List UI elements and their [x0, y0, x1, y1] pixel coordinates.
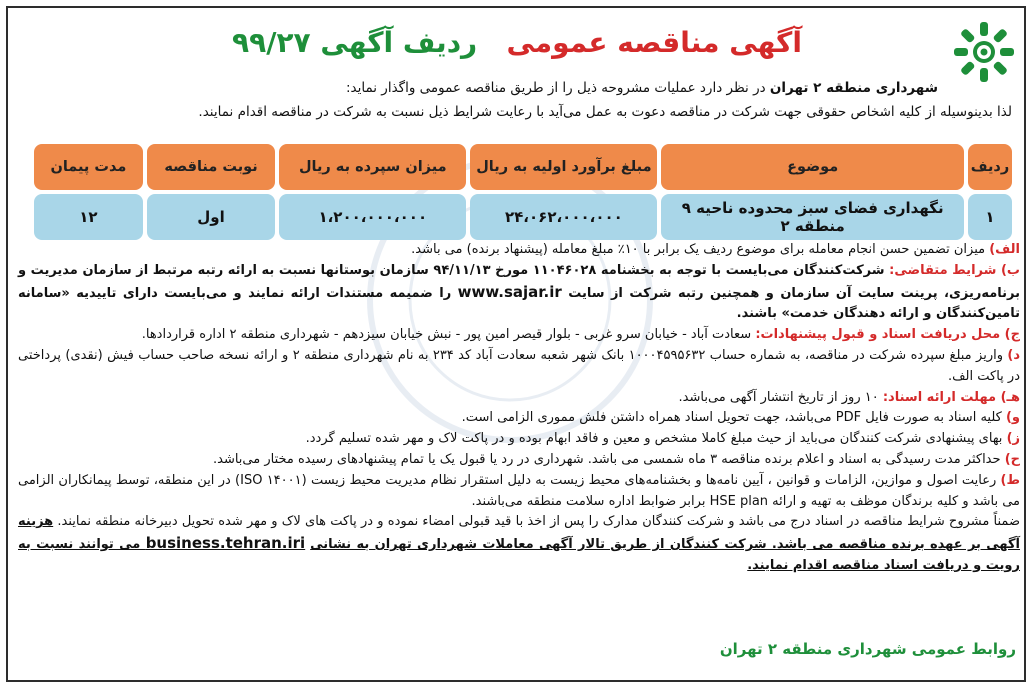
title-main: آگهی مناقصه عمومی: [506, 26, 802, 59]
clause-f-label: و): [1005, 410, 1020, 426]
clause-h-label: ح): [1004, 451, 1020, 467]
clause-g-label: ز): [1006, 431, 1020, 447]
intro-line-1-text: در نظر دارد عملیات مشروحه ذیل را از طریق مناقصه عمومی واگذار نماید:: [345, 80, 770, 96]
clause-i: [18, 471, 1020, 513]
clause-i-text: رعایت اصول و موازین، الزامات و قوانین ، آیین نامه‌ها و بخشنامه‌های محیط زیست به دلیل استقرار نظام مدیریت محیط زیست (ISO ۱۴۰۰۱) در این منطقه، توسط پیمانکاران الزامی می باشد و کلیه برندگان موظف به تهیه و ارائه HSE plan برابر ضوابط اداره سلامت منطقه می‌باشند.: [18, 472, 1020, 509]
intro-org: شهرداری منطقه ۲ تهران: [769, 80, 938, 96]
intro-line-1: [20, 80, 938, 96]
clause-g: [18, 429, 1020, 450]
clause-b-label: ب) شرایط متقاضی:: [889, 262, 1021, 278]
header-duration: مدت پیمان: [34, 144, 143, 190]
clause-d: [18, 346, 1020, 388]
clause-f: [18, 408, 1020, 429]
business-tehran-link[interactable]: business.tehran.iri: [145, 534, 306, 553]
clause-e: [18, 388, 1020, 409]
intro-line-2: لذا بدینوسیله از کلیه اشخاص حقوقی جهت شرکت در مناقصه دعوت به عمل می‌آید با رعایت شرایط ذیل نسبت به شرکت در مناقصه اقدام نمایند.: [198, 104, 1012, 120]
tender-table: [30, 140, 1016, 244]
header-row-number: ردیف: [968, 144, 1012, 190]
clause-b-text-1: شرکت‌کنندگان می‌بایست با توجه به بخشنامه ۱۱۰۴۶۰۲۸ مورخ ۹۴/۱۱/۱۳ سازمان بوستانها نسبت به ارائه رتبه مرتبط از سازمان مدیریت و برنامه‌ریزی، پرینت سایت آن سازمان و همچنین رتبه شرکت از سایت: [18, 262, 1020, 301]
clause-g-text: بهای پیشنهادی شرکت کنندگان می‌باید از حیث مبلغ کاملا مشخص و معین و فاقد ابهام بوده و در پاکت لاک و مهر شده تسلیم گردد.: [305, 431, 1007, 447]
header-round: نوبت مناقصه: [147, 144, 275, 190]
cell-deposit: ۱،۲۰۰،۰۰۰،۰۰۰: [279, 194, 466, 240]
clause-b-text-2: را ضمیمه مستندات ارائه نمایند و می‌بایست دارای تاییدیه «سامانه تامین‌کنندگان و ارائه دهندگان خدمت» باشند.: [18, 285, 1020, 322]
clause-d-label: د): [1007, 347, 1021, 363]
title-row-number: ردیف آگهی ۹۹/۲۷: [232, 26, 478, 59]
clause-final: [18, 512, 1020, 576]
clause-a-text: میزان تضمین حسن انجام معامله برای موضوع ردیف یک برابر با ۱۰٪ مبلغ معامله (پیشنهاد برنده) می باشد.: [411, 242, 990, 257]
clause-f-text: کلیه اسناد به صورت فایل PDF می‌باشد، جهت تحویل اسناد همراه داشتن فلش مموری الزامی است.: [461, 410, 1006, 426]
table-header-row: [34, 144, 1012, 190]
clause-c: [18, 325, 1020, 346]
final-text-2: می توانند نسبت به رویت و دریافت اسناد مناقصه اقدام نمایند.: [18, 537, 1020, 573]
clause-c-label: ج) محل دریافت اسناد و قبول پیشنهادات:: [755, 327, 1020, 343]
clause-e-text: ۱۰ روز از تاریخ انتشار آگهی می‌باشد.: [678, 389, 883, 405]
clause-d-text: واریز مبلغ سپرده شرکت در مناقصه، به شماره حساب ۱۰۰۰۴۵۹۵۶۳۲ بانک شهر شعبه سعادت آباد کد ۲۳۴ به نام شهرداری منطقه ۲ و ارائه نسخه صاحب حساب فیش (نقدی) پرداختی در پاکت الف.: [18, 347, 1020, 384]
clause-c-text: سعادت آباد - خیابان سرو غربی - بلوار قیصر امین پور - نبش خیابان سیزدهم - شهرداری منطقه ۲ اداره قراردادها.: [141, 327, 756, 343]
final-bold-text: هزینه آگهی بر عهده برنده مناقصه می باشد. شرکت کنندگان از طریق تالار آگهی معاملات شهرداری تهران به نشانی: [18, 514, 1020, 553]
clause-e-label: هـ) مهلت ارائه اسناد:: [882, 389, 1020, 405]
clause-i-label: ط): [1000, 472, 1020, 488]
header-subject: موضوع: [661, 144, 963, 190]
clauses-section: [18, 240, 1020, 577]
notice-title: [0, 26, 1034, 59]
cell-estimate: ۲۴،۰۶۲،۰۰۰،۰۰۰: [470, 194, 657, 240]
clause-h: [18, 450, 1020, 471]
sajar-link[interactable]: www.sajar.ir: [457, 282, 562, 301]
clause-a: [18, 240, 1020, 261]
cell-row-number: ۱: [968, 194, 1012, 240]
cell-duration: ۱۲: [34, 194, 143, 240]
cell-subject: نگهداری فضای سبز محدوده ناحیه ۹ منطقه ۲: [661, 194, 963, 240]
final-text-1: ضمناً مشروح شرایط مناقصه در اسناد درج می باشد و شرکت کنندگان مدارک را پس از اخذ با قید قبولی امضاء نموده و در پاکت های لاک و مهر شده تحویل دبیرخانه منطقه نمایند.: [53, 514, 1020, 530]
clause-h-text: حداکثر مدت رسیدگی به اسناد و اعلام برنده مناقصه ۳ ماه شمسی می باشد. شهرداری در رد یا قبول یک یا تمام پیشنهادهای رسیده مختار می‌باشد.: [212, 451, 1005, 467]
footer-public-relations: روابط عمومی شهرداری منطقه ۲ تهران: [719, 640, 1016, 658]
table-row: [34, 194, 1012, 240]
header-deposit: میزان سپرده به ریال: [279, 144, 466, 190]
clause-b: [18, 261, 1020, 325]
clause-a-label: الف): [989, 242, 1020, 257]
header-estimate: مبلغ برآورد اولیه به ریال: [470, 144, 657, 190]
cell-round: اول: [147, 194, 275, 240]
